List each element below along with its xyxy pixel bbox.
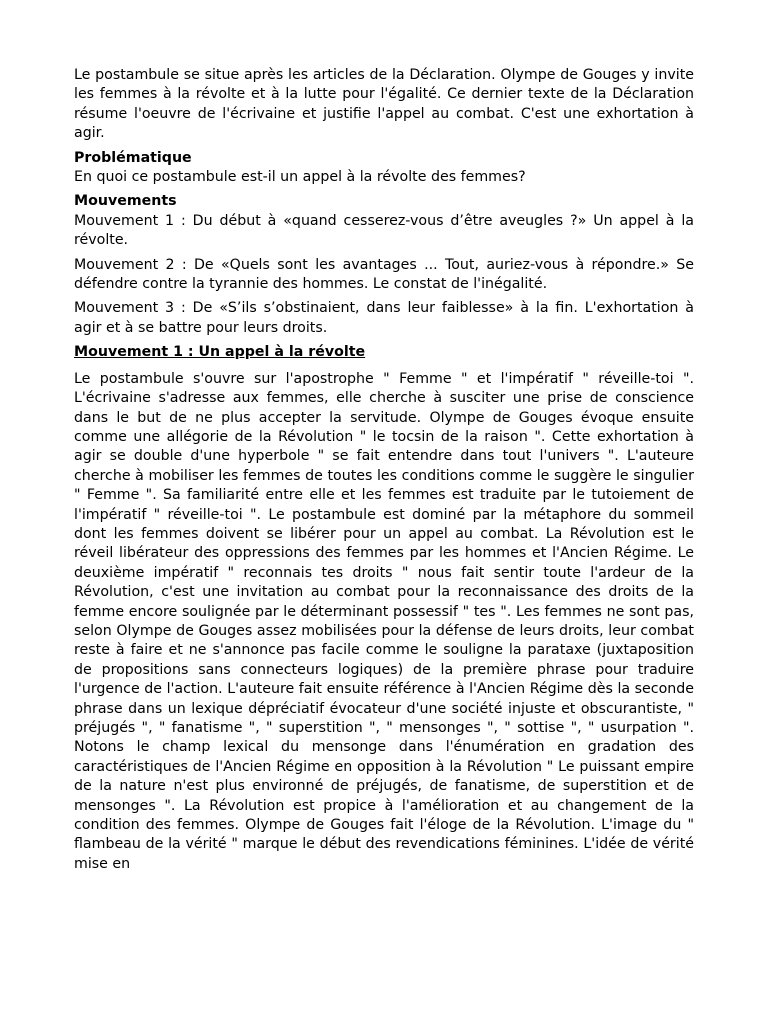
problematique-heading: Problématique xyxy=(74,149,192,166)
document-page xyxy=(74,66,694,874)
mouvement-item: Mouvement 3 : De «S’ils s’obstinaient, dans leur faiblesse» à la fin. L'exhortation à agir et à se battre pour leurs droits. xyxy=(74,300,694,336)
mouvement-item: Mouvement 2 : De «Quels sont les avantages ... Tout, auriez-vous à répondre.» Se défendre contre la tyrannie des hommes. Le constat de l'inégalité. xyxy=(74,256,694,293)
problematique-text: En quoi ce postambule est-il un appel à la révolte des femmes? xyxy=(74,169,526,186)
mouvements-heading: Mouvements xyxy=(74,193,177,210)
mouvement-item: Mouvement 1 : Du début à «quand cesserez-vous d’être aveugles ?» Un appel à la révolte. xyxy=(74,212,694,249)
intro-paragraph: Le postambule se situe après les articles de la Déclaration. Olympe de Gouges y invite les femmes à la révolte et à la lutte pour l'égalité. Ce dernier texte de la Déclaration résume l'oeuvre de l'écrivaine et justifie l'appel au combat. C'est une exhortation à agir. xyxy=(74,67,694,142)
section1-heading: Mouvement 1 : Un appel à la révolte xyxy=(74,344,366,361)
section1-body: Le postambule s'ouvre sur l'apostrophe " Femme " et l'impératif " réveille-toi ". L'écrivaine s'adresse aux femmes, elle cherche à susciter une prise de conscience dans le but de ne plus accepter la servitude. Olympe de Gouges évoque ensuite comme une allégorie de la Révolution " le tocsin de la raison ". Cette exhortation à agir se double d'une hyperbole " se fait entendre dans tout l'univers ". L'auteure cherche à mobiliser les femmes de toutes les conditions comme le suggère le singulier " Femme ". Sa familiarité entre elle et les femmes est traduite par le tutoiement de l'impératif " réveille-toi ". Le postambule est dominé par la métaphore du sommeil dont les femmes doivent se libérer pour un appel au combat. La Révolution est le réveil libérateur des oppressions des femmes par les hommes et l'Ancien Régime. Le deuxième impératif " reconnais tes droits " nous fait sentir toute l'ardeur de la Révolution, c'est une invitation au combat pour la reconnaissance des droits de la femme encore soulignée par le déterminant possessif " tes ". Les femmes ne sont pas, selon Olympe de Gouges assez mobilisées pour la défense de leurs droits, leur combat reste à faire et ne s'annonce pas facile comme le souligne la parataxe (juxtaposition de propositions sans connecteurs logiques) de la première phrase pour traduire l'urgence de l'action. L'auteure fait ensuite référence à l'Ancien Régime dès la seconde phrase dans un lexique dépréciatif évocateur d'une société injuste et obscurantiste, " préjugés ", " fanatisme ", " superstition ", " mensonges ", " sottise ", " usurpation ". Notons le champ lexical du mensonge dans l'énumération en gradation des caractéristiques de l'Ancien Régime en opposition à la Révolution " Le puissant empire de la nature n'est plus environné de préjugés, de fanatisme, de superstition et de mensonges ". La Révolution est propice à l'amélioration et au changement de la condition des femmes. Olympe de Gouges fait l'éloge de la Révolution. L'image du " flambeau de la vérité " marque le début des revendications féminines. L'idée de vérité mise en xyxy=(74,370,694,872)
